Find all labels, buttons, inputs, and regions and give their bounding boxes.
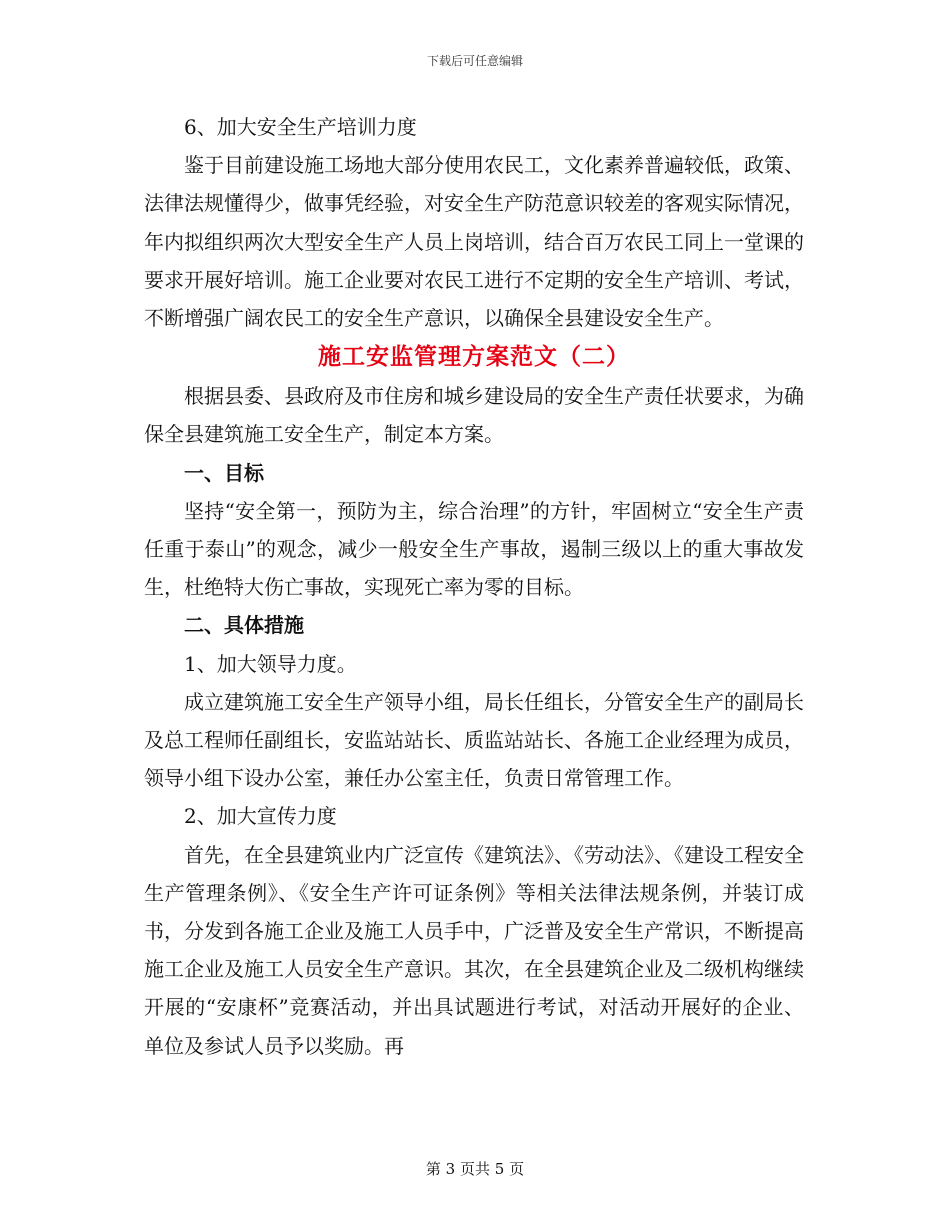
measure-1-heading: 1、加大领导力度。 xyxy=(184,651,357,676)
intro-paragraph: 根据县委、县政府及市住房和城乡建设局的安全生产责任状要求，为确保全县建筑施工安全生产，制定本方案。 xyxy=(144,384,804,447)
page-footer: 第 3 页共 5 页 xyxy=(425,1160,525,1178)
section-6-paragraph: 鉴于目前建设施工场地大部分使用农民工，文化素养普遍较低，政策、法律法规懂得少，做事凭经验，对安全生产防范意识较差的客观实际情况，年内拟组织两次大型安全生产人员上岗培训，结合百万农民工同上一堂课的要求开展好培训。施工企业要对农民工进行不定期的安全生产培训、考试，不断增强广阔农民工的安全生产意识，以确保全县建设安全生产。 xyxy=(144,153,804,331)
document-body xyxy=(144,108,804,1065)
heading-goal: 一、目标 xyxy=(184,460,264,485)
measure-2-paragraph: 首先，在全县建筑业内广泛宣传《建筑法》、《劳动法》、《建设工程安全生产管理条例》、《安全生产许可证条例》等相关法律法规条例，并装订成书，分发到各施工企业及施工人员手中，广泛普及安全生产常识，不断提高施工企业及施工人员安全生产意识。其次，在全县建筑企业及二级机构继续开展的“安康杯”竞赛活动，并出具试题进行考试，对活动开展好的企业、单位及参试人员予以奖励。再 xyxy=(144,842,804,1058)
page-header: 下载后可任意编辑 xyxy=(426,54,523,68)
measure-2-heading: 2、加大宣传力度 xyxy=(184,804,337,829)
measure-1-paragraph: 成立建筑施工安全生产领导小组，局长任组长，分管安全生产的副局长及总工程师任副组长，安监站站长、质监站站长、各施工企业经理为成员，领导小组下设办公室，兼任办公室主任，负责日常管理工作。 xyxy=(144,689,804,791)
goal-paragraph: 坚持“安全第一，预防为主，综合治理”的方针，牢固树立“安全生产责任重于泰山”的观念，减少一般安全生产事故，遏制三级以上的重大事故发生，杜绝特大伤亡事故，实现死亡率为零的目标。 xyxy=(144,498,804,600)
document-title: 施工安监管理方案范文（二） xyxy=(318,343,630,371)
section-6-heading: 6、加大安全生产培训力度 xyxy=(184,115,417,139)
heading-measures: 二、具体措施 xyxy=(184,613,304,638)
